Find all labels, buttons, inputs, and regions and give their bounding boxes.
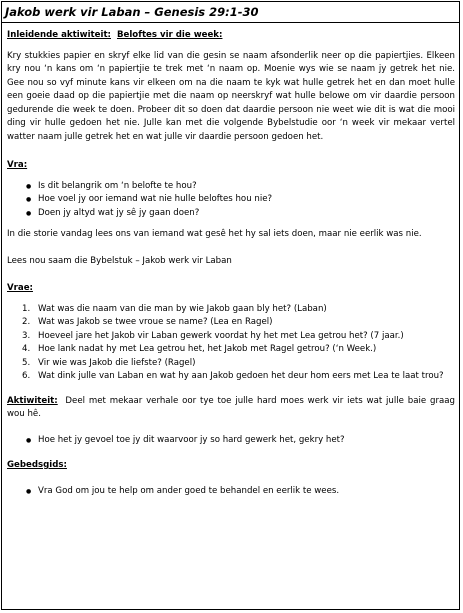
list-item bbox=[22, 370, 455, 384]
list-item bbox=[22, 316, 455, 330]
gebedsgids-list bbox=[7, 485, 455, 499]
intro-heading-suffix: Beloftes vir die week: bbox=[116, 30, 223, 40]
document-frame bbox=[1, 1, 460, 610]
aktiwiteit-paragraph bbox=[7, 395, 455, 422]
read-paragraph: Lees nou saam die Bybelstuk – Jakob werk vir Laban bbox=[7, 255, 232, 266]
item-text: Wat was die naam van die man by wie Jakob gaan bly het? (Laban) bbox=[38, 303, 327, 314]
item-number: 2. bbox=[22, 317, 31, 327]
item-number: 5. bbox=[22, 357, 31, 368]
vrae-heading-label: Vrae: bbox=[7, 283, 33, 293]
gebedsgids-heading bbox=[7, 459, 455, 473]
list-item bbox=[22, 330, 455, 344]
document-content bbox=[7, 29, 455, 498]
vra-list bbox=[7, 180, 455, 221]
document-title: Jakob werk vir Laban – Genesis 29:1-30 bbox=[2, 2, 459, 23]
list-item bbox=[22, 303, 455, 317]
list-item: ● Is dit belangrik om ‘n belofte te hou? bbox=[26, 180, 455, 194]
aktiwiteit-body: Deel met mekaar verhale oor tye toe julle hard moes werk vir iets wat julle baie graag wou hê. bbox=[7, 395, 455, 419]
intro-paragraph: Kry stukkies papier en skryf elke lid van die gesin se naam afsonderlik neer op die papiertjies. Elkeen kry nou ‘n kans om ‘n papiertjie te trek met ‘n naam op. Moenie wys wie se naam jy getrek het nie. Gee nou so vyf minute kans vir elkeen om na die naam te kyk wat hulle getrek het en dan moet hulle een goeie daad op die papiertjie met die naam op neerskryf wat hulle belowe om vir daardie persoon gedurende die week te doen. Probeer dit so doen dat daardie persoon nie weet wie dit is wat die mooi ding vir hulle gedoen het nie. Julle kan met die volgende Bybelstudie oor ‘n week vir mekaar vertel watter naam julle getrek het en wat julle vir daardie persoon gedoen het. bbox=[7, 50, 455, 142]
item-text: Vir wie was Jakob die liefste? (Ragel) bbox=[38, 357, 196, 368]
list-item bbox=[22, 357, 455, 371]
item-text: Wat was Jakob se twee vroue se name? (Lea en Ragel) bbox=[38, 317, 273, 327]
aktiwiteit-list bbox=[7, 434, 455, 448]
vra-heading-label: Vra: bbox=[7, 160, 28, 170]
story-paragraph: In die storie vandag lees ons van iemand wat gesê het hy sal iets doen, maar nie eerlik was nie. bbox=[7, 229, 422, 239]
intro-heading-label: Inleidende aktiwiteit: bbox=[7, 30, 111, 40]
vra-heading bbox=[7, 159, 455, 173]
aktiwiteit-heading: Aktiwiteit: bbox=[7, 395, 58, 406]
item-text: Wat dink julle van Laban en wat hy aan Jakob gedoen het deur hom eers met Lea te laat trou? bbox=[38, 371, 444, 381]
item-text: Hoe lank nadat hy met Lea getrou het, het Jakob met Ragel getrou? (‘n Week.) bbox=[38, 344, 377, 354]
vrae-list bbox=[7, 303, 455, 384]
list-item: ● Doen jy altyd wat jy sê jy gaan doen? bbox=[26, 207, 455, 221]
list-item: ● Hoe voel jy oor iemand wat nie hulle beloftes hou nie? bbox=[26, 193, 455, 207]
list-item bbox=[22, 343, 455, 357]
item-number: 1. bbox=[22, 303, 31, 314]
gebedsgids-heading-label: Gebedsgids: bbox=[7, 460, 67, 470]
list-item: ● Vra God om jou te help om ander goed te behandel en eerlik te wees. bbox=[26, 485, 455, 499]
item-text: Hoeveel jare het Jakob vir Laban gewerk voordat hy het met Lea getrou het? (7 jaar.) bbox=[38, 330, 404, 341]
intro-heading bbox=[7, 29, 455, 43]
list-item: ● Hoe het jy gevoel toe jy dit waarvoor jy so hard gewerk het, gekry het? bbox=[26, 434, 455, 448]
item-number: 3. bbox=[22, 330, 31, 341]
item-number: 6. bbox=[22, 371, 31, 381]
item-number: 4. bbox=[22, 344, 31, 354]
vrae-heading bbox=[7, 282, 455, 296]
